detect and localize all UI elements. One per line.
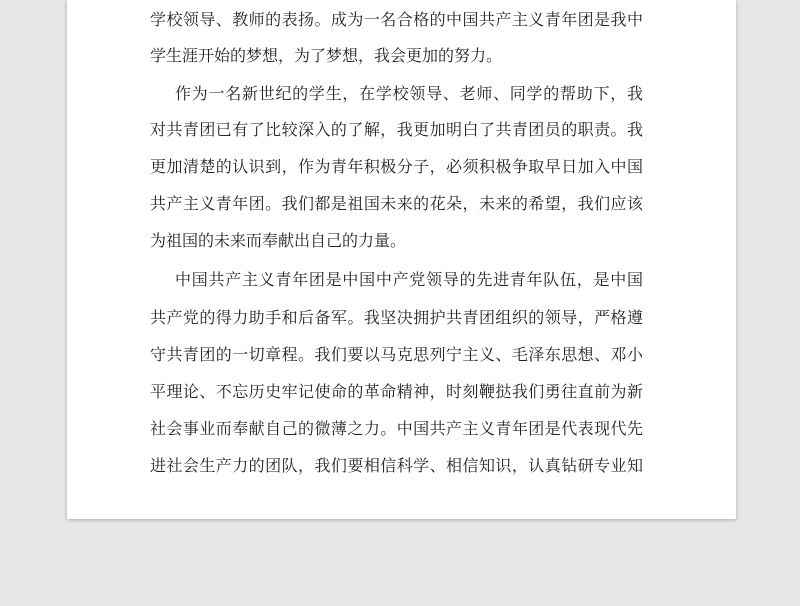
text-line: 为祖国的未来而奉献出自己的力量。 bbox=[150, 231, 407, 250]
text-line: 平理论、不忘历史牢记使命的革命精神，时刻鞭挞我们勇往直前为新 bbox=[150, 382, 643, 401]
text-line: 社会事业而奉献自己的微薄之力。中国共产主义青年团是代表现代先 bbox=[150, 419, 643, 438]
text-line: 学校领导、教师的表扬。成为一名合格的中国共产主义青年团是我中 bbox=[150, 10, 643, 29]
text-line: 作为一名新世纪的学生，在学校领导、老师、同学的帮助下，我 bbox=[175, 84, 643, 103]
text-line: 共产主义青年团。我们都是祖国未来的花朵，未来的希望，我们应该 bbox=[150, 194, 643, 213]
text-line: 进社会生产力的团队，我们要相信科学、相信知识，认真钻研专业知 bbox=[150, 456, 643, 475]
text-line: 更加清楚的认识到，作为青年积极分子，必须积极争取早日加入中国 bbox=[150, 157, 643, 176]
text-line: 学生涯开始的梦想，为了梦想，我会更加的努力。 bbox=[150, 46, 503, 65]
document-page bbox=[67, 0, 736, 519]
text-line: 共产党的得力助手和后备军。我坚决拥护共青团组织的领导，严格遵 bbox=[150, 308, 643, 327]
text-line: 守共青团的一切章程。我们要以马克思列宁主义、毛泽东思想、邓小 bbox=[150, 345, 643, 364]
text-line: 中国共产主义青年团是中国中产党领导的先进青年队伍，是中国 bbox=[175, 270, 643, 289]
text-line: 对共青团已有了比较深入的了解，我更加明白了共青团员的职责。我 bbox=[150, 120, 643, 139]
